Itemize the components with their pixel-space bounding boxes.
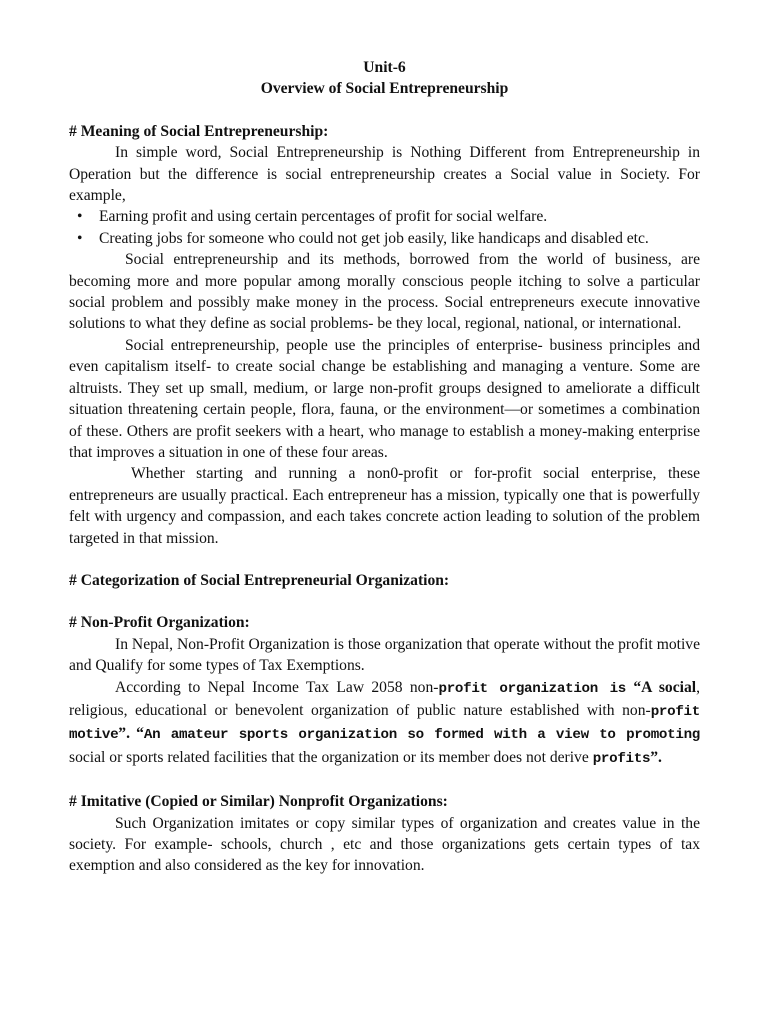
bullet-dot-icon: • [77, 229, 83, 247]
tax-law-text-g: An amateur sports organization so formed with a view to promoting [143, 727, 700, 744]
section-heading-meaning: # Meaning of Social Entrepreneurship: [69, 122, 329, 140]
section-heading-nonprofit: # Non-Profit Organization: [69, 614, 250, 632]
tax-law-text-h: social or sports related facilities that the organization or its member does not derive [69, 748, 593, 766]
paragraph-intro: In simple word, Social Entrepreneurship is Nothing Different from Entrepreneurship in Operation but the difference is social entrepreneurship creates a Social value in Society. For example, [69, 144, 700, 205]
spacer [69, 100, 700, 121]
bullet-list [69, 206, 700, 249]
spacer [69, 591, 700, 612]
paragraph-nonprofit-definition: In Nepal, Non-Profit Organization is those organization that operate without the profit motive and Qualify for some types of Tax Exemptions. [69, 635, 700, 675]
spacer [69, 549, 700, 570]
list-item [77, 206, 700, 227]
tax-law-text-c: “A social [626, 678, 697, 696]
tax-law-text-e: profit motive [69, 703, 700, 744]
tax-law-text-j: ”. [650, 748, 662, 766]
paragraph-mission: Whether starting and running a non0-profit or for-profit social enterprise, these entrepreneurs are usually practical. Each entrepreneur has a mission, typically one that is powerfully felt with urgency and compassion, and each takes concrete action leading to solution of the problem targeted in that mission. [69, 465, 700, 547]
list-item [77, 228, 700, 249]
paragraph-principles: Social entrepreneurship, people use the principles of enterprise- business principles and even capitalism itself- to create social change be establishing and managing a venture. Some are altruists. They set up small, medium, or large non-profit groups designed to ameliorate a difficult situation threatening certain people, flora, fauna, or the environment—or sometimes a combination of these. Others are profit seekers with a heart, who manage to establish a money-making enterprise that improves a situation in one of these four areas. [69, 336, 700, 461]
paragraph-methods: Social entrepreneurship and its methods, borrowed from the world of business, are becoming more and more popular among morally conscious people itching to solve a particular social problem and possibly make money in the process. Social entrepreneurs execute innovative solutions to what they define as social problems- be they local, regional, national, or international. [69, 251, 700, 333]
tax-law-text-b: profit organization is [438, 680, 627, 697]
list-item-text: Earning profit and using certain percentages of profit for social welfare. [99, 208, 548, 226]
tax-law-text-a: According to Nepal Income Tax Law 2058 non- [115, 678, 439, 696]
page-title: Overview of Social Entrepreneurship [260, 80, 509, 98]
list-item-text: Creating jobs for someone who could not get job easily, like handicaps and disabled etc. [99, 229, 649, 247]
tax-law-text-d: , religious, educational or benevolent organization of public nature established with non- [69, 678, 701, 719]
spacer [69, 770, 700, 791]
section-heading-imitative: # Imitative (Copied or Similar) Nonprofit Organizations: [69, 793, 448, 811]
section-heading-categorization: # Categorization of Social Entrepreneurial Organization: [69, 571, 450, 589]
paragraph-tax-law [69, 677, 700, 771]
tax-law-text-i: profits [592, 750, 651, 767]
unit-number: Unit-6 [363, 59, 406, 76]
tax-law-text-f: ”. “ [118, 725, 144, 743]
paragraph-imitative: Such Organization imitates or copy similar types of organization and creates value in the society. For example- schools, church , etc and those organizations gets certain types of tax exemption and also considered as the key for innovation. [69, 814, 700, 875]
bullet-dot-icon: • [77, 208, 83, 226]
